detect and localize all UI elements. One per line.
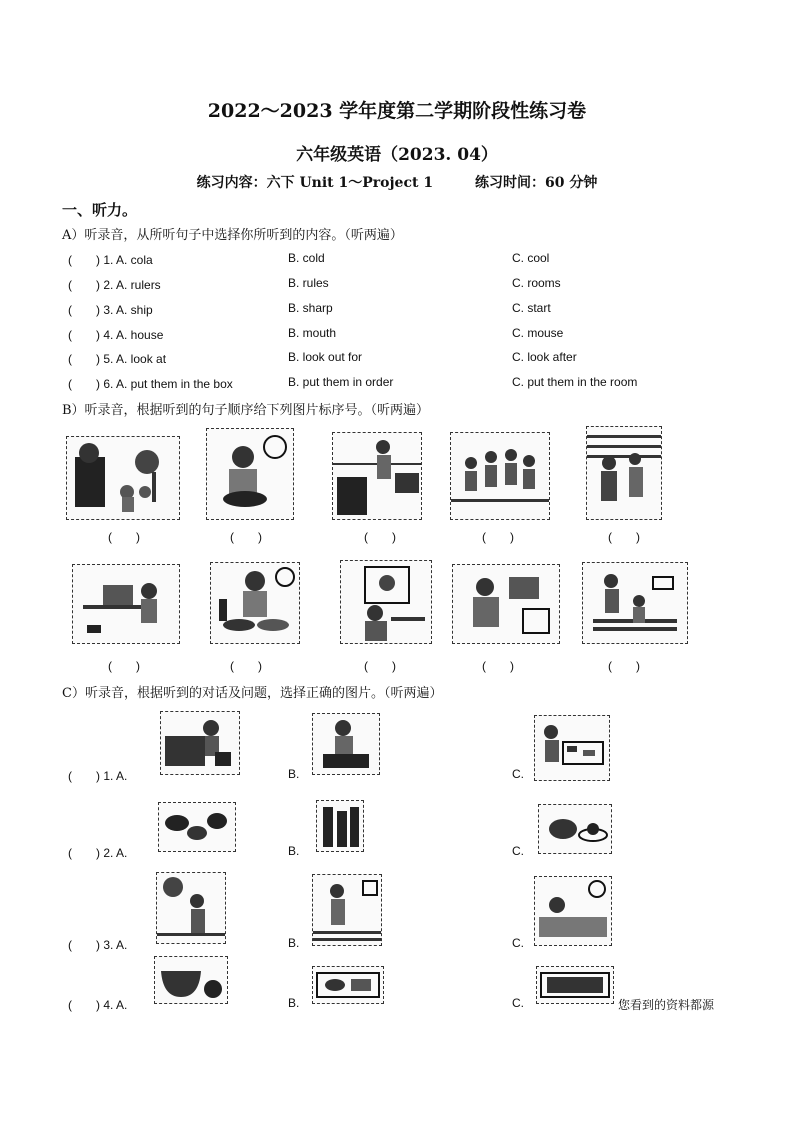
part-c-instruction: C）听录音，根据听到的对话及问题，选择正确的图片。（听两遍） [62, 686, 443, 701]
option-c: C. put them in the room [512, 375, 638, 389]
option-c: C. cool [512, 251, 550, 265]
option-a: ( ) 4. A. house [68, 328, 164, 342]
option-c: C. look after [512, 350, 577, 364]
picture-food-pieces [158, 802, 236, 852]
picture-girl-at-desk [160, 711, 240, 775]
answer-blank[interactable]: ( ) [482, 659, 514, 673]
option-label: C. [512, 996, 524, 1010]
picture-rice-tray [536, 966, 614, 1004]
picture-children-stairs [586, 426, 662, 520]
option-c: C. start [512, 301, 551, 315]
watermark-text: 您看到的资料都源 [618, 998, 715, 1012]
question-number: ( ) 1. A. [68, 769, 128, 783]
picture-students-cheering [450, 432, 550, 520]
option-a: ( ) 2. A. rulers [68, 278, 161, 292]
picture-bottles [316, 800, 364, 852]
question-row [68, 350, 768, 370]
part-a-instruction: A）听录音，从所听句子中选择你所听到的内容。（听两遍） [62, 228, 403, 243]
picture-crossing-road [582, 562, 688, 644]
picture-soup-apple [154, 956, 228, 1004]
picture-food-tray [312, 966, 384, 1004]
answer-blank[interactable]: ( ) [608, 659, 640, 673]
answer-blank[interactable]: ( ) [364, 659, 396, 673]
question-row [68, 375, 768, 395]
question-number: ( ) 4. A. [68, 998, 128, 1012]
question-row [68, 301, 768, 321]
question-row [68, 326, 768, 346]
option-a: ( ) 3. A. ship [68, 303, 153, 317]
answer-blank[interactable]: ( ) [230, 659, 262, 673]
option-label: B. [288, 767, 300, 781]
option-a: ( ) 6. A. put them in the box [68, 377, 233, 391]
page-subtitle: 六年级英语（2023. 04） [296, 145, 498, 165]
option-a: ( ) 5. A. look at [68, 352, 167, 366]
page-title: 2022～2023 学年度第二学期阶段性练习卷 [207, 100, 587, 122]
option-b: B. sharp [288, 301, 333, 315]
option-label: C. [512, 767, 524, 781]
question-row [68, 276, 768, 296]
option-label: B. [288, 936, 300, 950]
picture-woman-shouting [66, 436, 180, 520]
option-label: B. [288, 996, 300, 1010]
question-number: ( ) 3. A. [68, 938, 128, 952]
question-row [68, 251, 768, 271]
option-b: B. put them in order [288, 375, 394, 389]
answer-blank[interactable]: ( ) [108, 530, 140, 544]
option-b: B. rules [288, 276, 329, 290]
option-c: C. rooms [512, 276, 561, 290]
picture-woman-tidying [452, 564, 560, 644]
exam-info: 练习内容：六下 Unit 1～Project 1 练习时间：60 分钟 [196, 175, 598, 191]
option-label: C. [512, 936, 524, 950]
answer-blank[interactable]: ( ) [608, 530, 640, 544]
question-number: ( ) 2. A. [68, 846, 128, 860]
option-b: B. cold [288, 251, 325, 265]
picture-boy-window [340, 560, 432, 644]
option-c: C. mouse [512, 326, 564, 340]
option-b: B. look out for [288, 350, 363, 364]
option-label: B. [288, 844, 300, 858]
picture-boy-in-park [156, 872, 226, 944]
answer-blank[interactable]: ( ) [364, 530, 396, 544]
answer-blank[interactable]: ( ) [482, 530, 514, 544]
picture-boy-in-bed [534, 876, 612, 946]
option-label: C. [512, 844, 524, 858]
picture-girl-tidying-desk [534, 715, 610, 781]
picture-hamburger-plate [538, 804, 612, 854]
option-a: ( ) 1. A. cola [68, 253, 153, 267]
section-listening-heading: 一、听力。 [62, 201, 138, 219]
picture-girl-crossing [312, 874, 382, 946]
option-b: B. mouth [288, 326, 337, 340]
answer-blank[interactable]: ( ) [108, 659, 140, 673]
picture-boy-dinner [210, 562, 300, 644]
picture-boy-eating [206, 428, 294, 520]
picture-boy-near-car [332, 432, 422, 520]
picture-girl-reading [312, 713, 380, 775]
part-b-instruction: B）听录音，根据听到的句子顺序给下列图片标序号。（听两遍） [62, 403, 430, 418]
answer-blank[interactable]: ( ) [230, 530, 262, 544]
picture-messy-desk [72, 564, 180, 644]
